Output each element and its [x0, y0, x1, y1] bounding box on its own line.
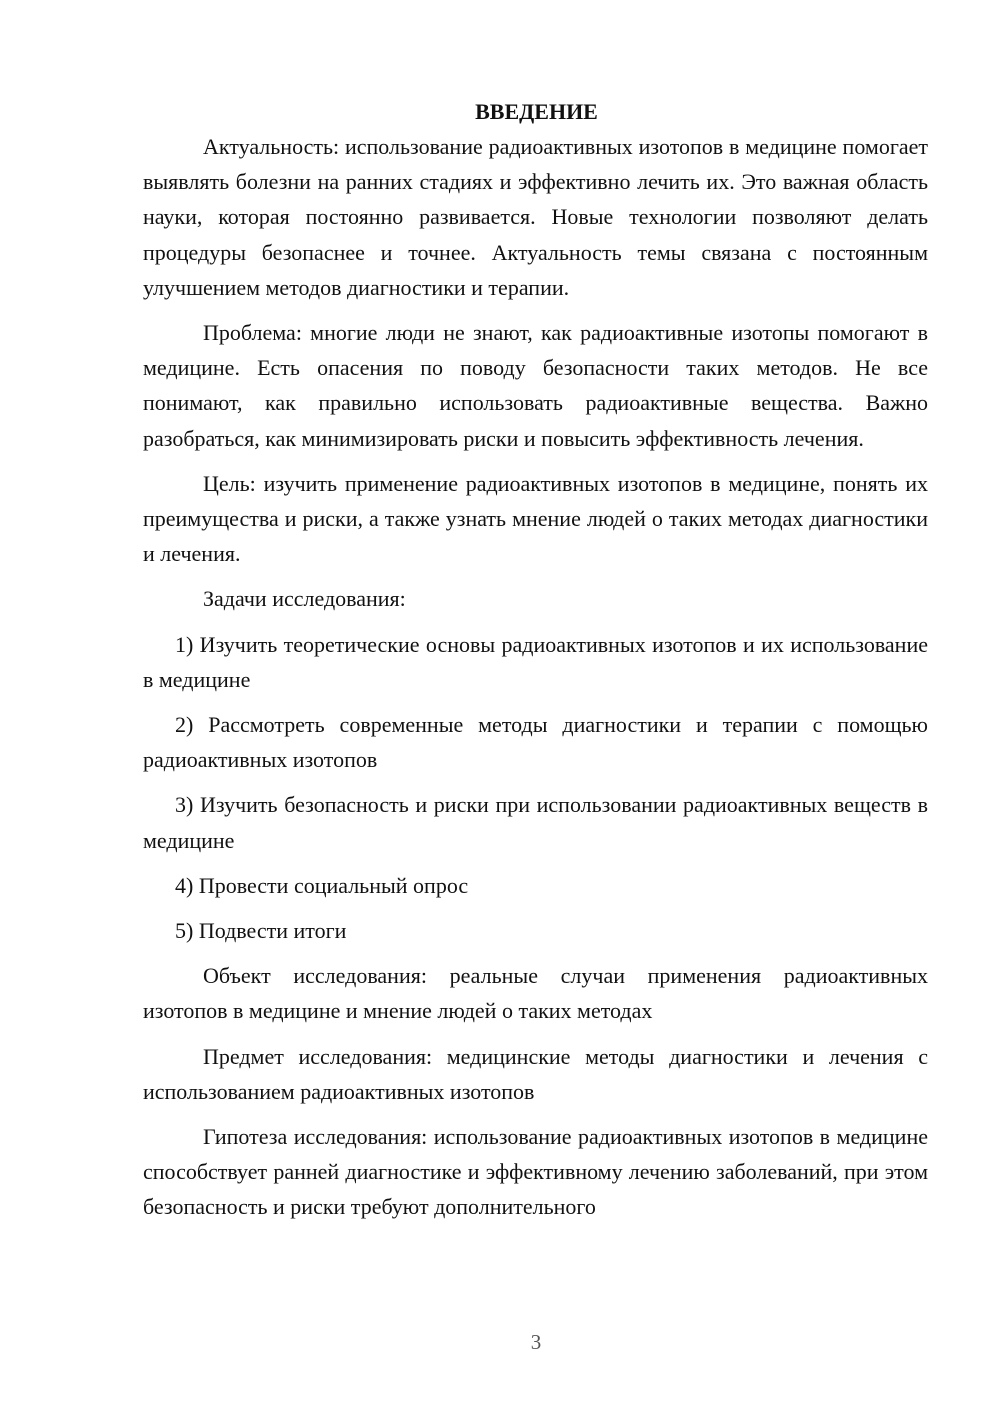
- list-item: 5) Подвести итоги: [175, 918, 347, 944]
- paragraph-hypothesis: Гипотеза исследования: использование радиоактивных изотопов в медицине способствует ранней диагностике и эффективному лечению заболеваний, при этом безопасность и риски требуют дополнительного: [143, 1124, 928, 1220]
- section-title: ВВЕДЕНИЕ: [475, 99, 598, 124]
- paragraph-object: Объект исследования: реальные случаи применения радиоактивных изотопов в медицине и мнение людей о таких методах: [143, 963, 928, 1024]
- paragraph-subject: Предмет исследования: медицинские методы диагностики и лечения с использованием радиоактивных изотопов: [143, 1043, 928, 1104]
- list-item: 2) Рассмотреть современные методы диагностики и терапии с помощью радиоактивных изотопов: [143, 712, 928, 773]
- paragraph-problem: Проблема: многие люди не знают, как радиоактивные изотопы помогают в медицине. Есть опасения по поводу безопасности таких методов. Не все понимают, как правильно использовать радиоактивные вещества. Важно разобраться, как минимизировать риски и повысить эффективность лечения.: [143, 320, 928, 451]
- list-item: 3) Изучить безопасность и риски при использовании радиоактивных веществ в медицине: [143, 792, 928, 853]
- paragraph-relevance: Актуальность: использование радиоактивных изотопов в медицине помогает выявлять болезни на ранних стадиях и эффективно лечить их. Это важная область науки, которая постоянно развивается. Новые технологии позволяют делать процедуры безопаснее и точнее. Актуальность темы связана с постоянным улучшением методов диагностики и терапии.: [143, 134, 928, 300]
- tasks-list: [143, 627, 928, 949]
- tasks-heading: Задачи исследования:: [203, 586, 406, 612]
- list-item: 4) Провести социальный опрос: [175, 872, 469, 898]
- page-content: [143, 94, 928, 1225]
- paragraph-goal: Цель: изучить применение радиоактивных изотопов в медицине, понять их преимущества и риски, а также узнать мнение людей о таких методах диагностики и лечения.: [143, 470, 928, 567]
- page-number: 3: [530, 1330, 542, 1354]
- list-item: 1) Изучить теоретические основы радиоактивных изотопов и их использование в медицине: [143, 631, 928, 692]
